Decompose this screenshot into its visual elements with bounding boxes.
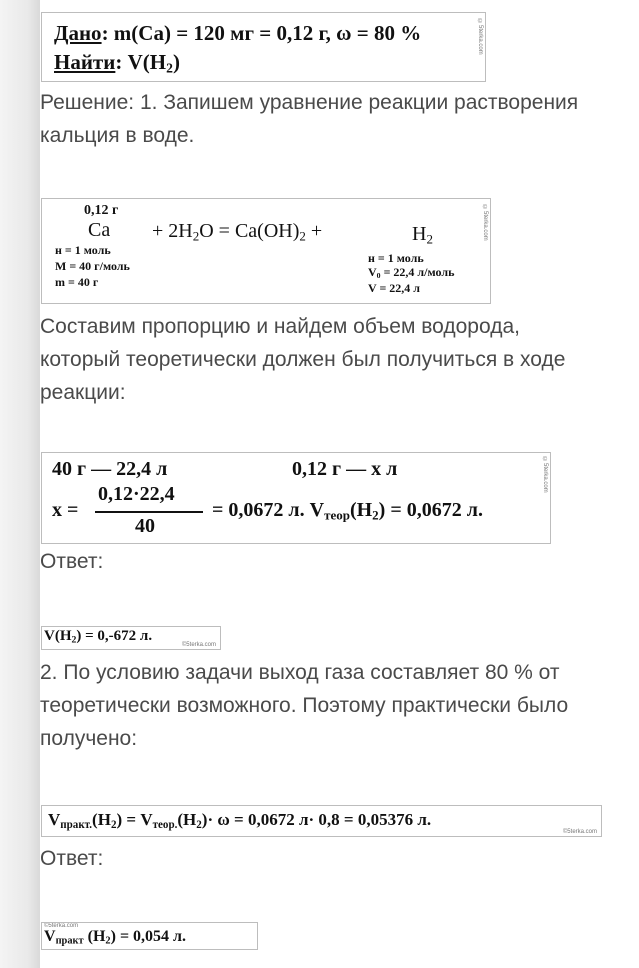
given-line [54,21,421,46]
result-sub-theor: теор [324,507,350,523]
find-sub: 2 [166,60,173,76]
answer-2-box [41,922,258,950]
reaction-sub-h2o: 2 [192,228,200,244]
given-label: Дано [54,21,102,45]
watermark: ©5terka.com [542,457,548,493]
answer-1-value [44,628,152,645]
practical-box [41,805,602,837]
h2-V: V = 22,4 л [368,281,421,295]
practical-e: )· ω = 0,0672 л· 0,8 = 0,05376 л. [201,810,432,829]
proportion-row-right: 0,12 г — x л [292,458,398,480]
given-box [41,12,486,82]
h2-V0-b: = 22,4 л/моль [380,265,455,279]
practical-d: (H [177,810,197,829]
answer-1-label: Ответ: [40,550,104,573]
practical-b: (H [92,810,111,829]
watermark: ©5terka.com [482,205,488,241]
practical-intro-line-1: 2. По условию задачи выход газа составляет 80 % от [40,661,560,684]
proportion-box [41,452,551,544]
practical-a: V [48,810,61,829]
fraction-denominator: 40 [135,515,155,537]
ca-symbol: Ca [88,219,111,241]
practical-intro-text [40,656,639,755]
proportion-intro-line-2: который теоретически должен был получиться в ходе [40,348,566,371]
answer-2-b: (H [83,928,106,945]
h2-symbol [412,223,433,246]
h2-V0-sub: 0 [376,270,381,280]
reaction-part-b: O = Ca(OH) [199,220,300,242]
answer-1-box [41,626,221,650]
answer-1-b: ) = 0,-672 л. [76,628,153,644]
ca-m: m = 40 г [55,275,99,289]
result-part-b: (H [349,499,373,521]
proportion-intro-line-3: реакции: [40,381,126,404]
answer-1-sub: 2 [71,634,77,646]
watermark: ©5terka.com [477,19,483,55]
practical-intro-line-2: теоретически возможного. Поэтому практически было [40,694,569,717]
result-part-a: = 0,0672 л. V [212,499,325,521]
find-close: ) [172,50,180,74]
find-text: : V(H [115,50,167,74]
proportion-intro-text [40,310,639,409]
x-equals: x = [52,499,79,521]
reaction-box [41,198,491,304]
result-sub-2: 2 [372,507,379,523]
answer-2-sub-a: практ [55,935,84,947]
proportion-intro-line-1: Составим пропорцию и найдем объем водорода, [40,315,520,338]
proportion-row-left: 40 г — 22,4 л [52,458,168,480]
find-line [54,50,180,75]
ca-mass: 0,12 г [84,203,119,218]
practical-formula [48,810,431,830]
h2-n: н = 1 моль [368,251,424,265]
reaction-equation [152,220,322,243]
practical-sub-c: теор. [152,818,178,831]
answer-2-c: ) = 0,054 л. [110,928,187,945]
solution-intro-text [40,86,639,152]
watermark: ©5terka.com [181,642,216,648]
answer-2-sub-b: 2 [105,935,111,947]
h2-V0-a: V [368,265,377,279]
h2-V0 [368,265,454,280]
ca-n: н = 1 моль [55,243,111,257]
answer-1-a: V(H [44,628,72,644]
result-part-c: ) = 0,0672 л. [378,499,483,521]
fraction-numerator: 0,12·22,4 [98,483,175,505]
watermark: ©5terka.com [562,829,597,835]
reaction-part-c: + [305,220,323,242]
find-label: Найти [54,50,116,74]
solution-intro-line-2: кальция в воде. [40,124,195,147]
reaction-part-a: + 2H [152,220,193,242]
practical-sub-d: 2 [196,818,202,831]
left-margin-band [0,0,40,968]
given-text: : m(Ca) = 120 мг = 0,12 г, ω = 80 % [101,21,422,45]
watermark: ©5terka.com [44,923,79,929]
solution-intro-line-1: Решение: 1. Запишем уравнение реакции растворения [40,91,579,114]
practical-intro-line-3: получено: [40,727,138,750]
ca-M: M = 40 г/моль [55,259,130,273]
practical-sub-a: практ. [60,818,93,831]
practical-sub-b: 2 [110,818,117,831]
practical-c: ) = V [116,810,153,829]
h2-symbol-sub: 2 [426,231,433,247]
h2-symbol-letter: H [412,223,427,245]
fraction-line [95,511,203,513]
reaction-sub-oh: 2 [299,228,306,244]
answer-2-value [44,928,186,946]
answer-2-a: V [44,928,56,945]
proportion-result [212,499,483,522]
answer-2-label: Ответ: [40,847,104,870]
